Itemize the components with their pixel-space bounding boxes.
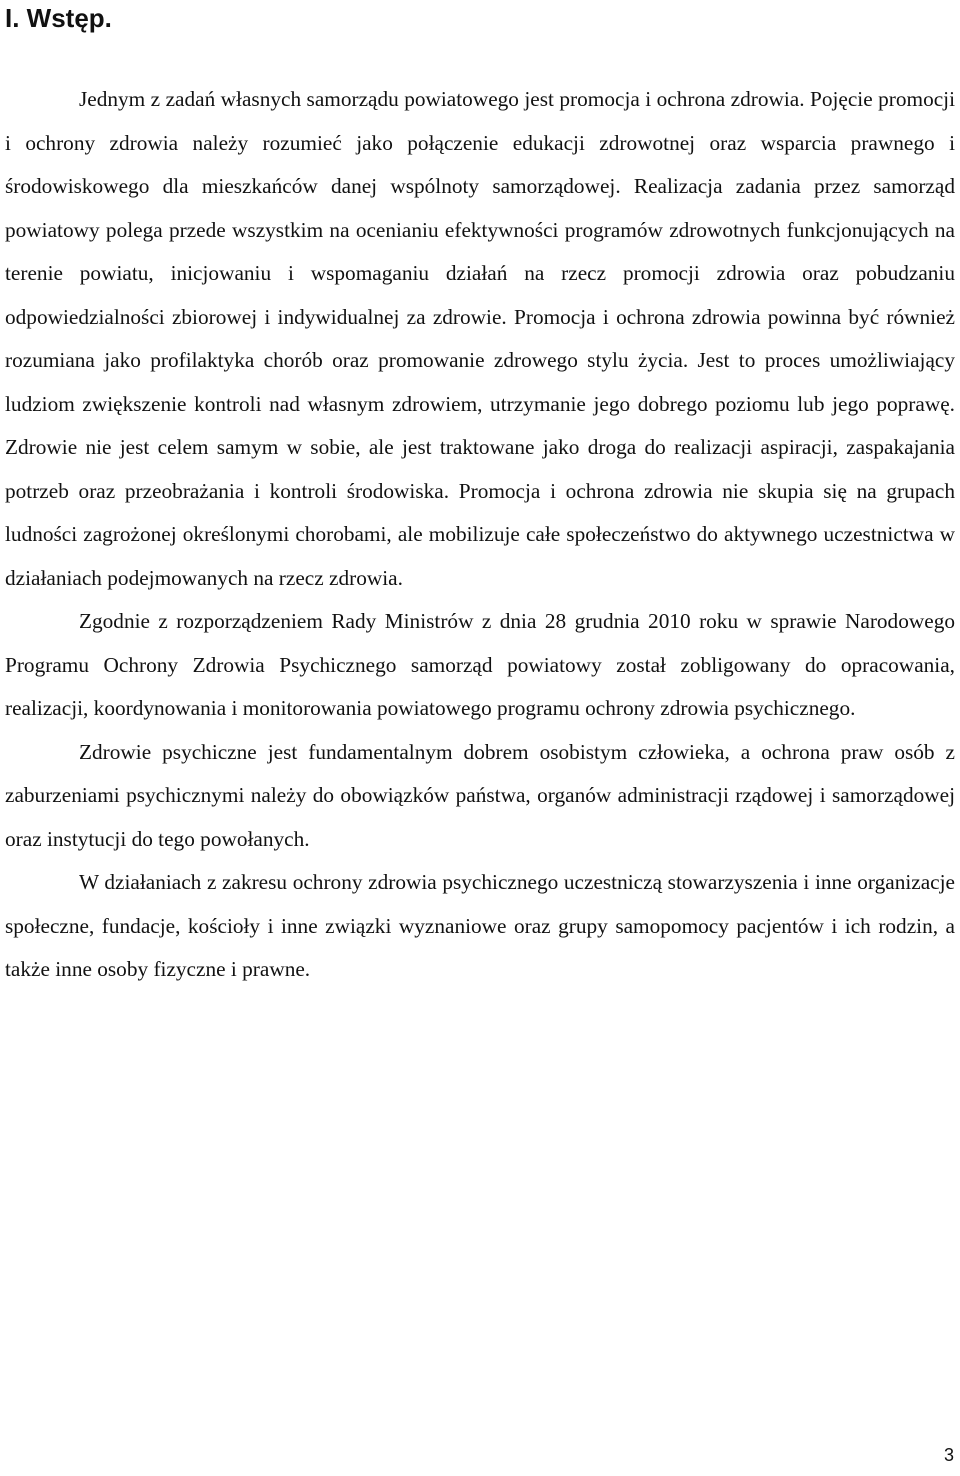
document-page — [5, 0, 955, 992]
paragraph-participants: W działaniach z zakresu ochrony zdrowia psychicznego uczestniczą stowarzyszenia i inne organizacje społeczne, fundacje, kościoły i inne związki wyznaniowe oraz grupy samopomocy pacjentów i ich rodzin, a także inne osoby fizyczne i prawne. — [5, 870, 955, 981]
paragraph-regulation: Zgodnie z rozporządzeniem Rady Ministrów z dnia 28 grudnia 2010 roku w sprawie Narodowego Programu Ochrony Zdrowia Psychicznego samorząd powiatowy został zobligowany do opracowania, realizacji, koordynowania i monitorowania powiatowego programu ochrony zdrowia psychicznego. — [5, 609, 955, 720]
paragraph-mental-health: Zdrowie psychiczne jest fundamentalnym dobrem osobistym człowieka, a ochrona praw osób z zaburzeniami psychicznymi należy do obowiązków państwa, organów administracji rządowej i samorządowej oraz instytucji do tego powołanych. — [5, 739, 955, 851]
page-number: 3 — [943, 1445, 954, 1465]
paragraph-intro: Jednym z zadań własnych samorządu powiatowego jest promocja i ochrona zdrowia. Pojęcie promocji i ochrony zdrowia należy rozumieć jako połączenie edukacji zdrowotnej oraz wsparcia prawnego i środowiskowego dla mieszkańców danej wspólnoty samorządowej. Realizacja zadania przez samorząd powiatowy polega przede wszystkim na ocenianiu efektywności programów zdrowotnych funkcjonujących na terenie powiatu, inicjowaniu i wspomaganiu działań na rzecz promocji zdrowia oraz pobudzaniu odpowiedzialności zbiorowej i indywidualnej za zdrowie. Promocja i ochrona zdrowia powinna być również rozumiana jako profilaktyka chorób oraz promowanie zdrowego stylu życia. Jest to proces umożliwiający ludziom zwiększenie kontroli nad własnym zdrowiem, utrzymanie jego dobrego poziomu lub jego poprawę. Zdrowie nie jest celem samym w sobie, ale jest traktowane jako droga do realizacji aspiracji, zaspakajania potrzeb oraz przeobrażania i kontroli środowiska. Promocja i ochrona zdrowia nie skupia się na grupach ludności zagrożonej określonymi chorobami, ale mobilizuje całe społeczeństwo do aktywnego uczestnictwa w działaniach podejmowanych na rzecz zdrowia. — [5, 87, 955, 590]
section-heading: I. Wstęp. — [5, 3, 112, 33]
